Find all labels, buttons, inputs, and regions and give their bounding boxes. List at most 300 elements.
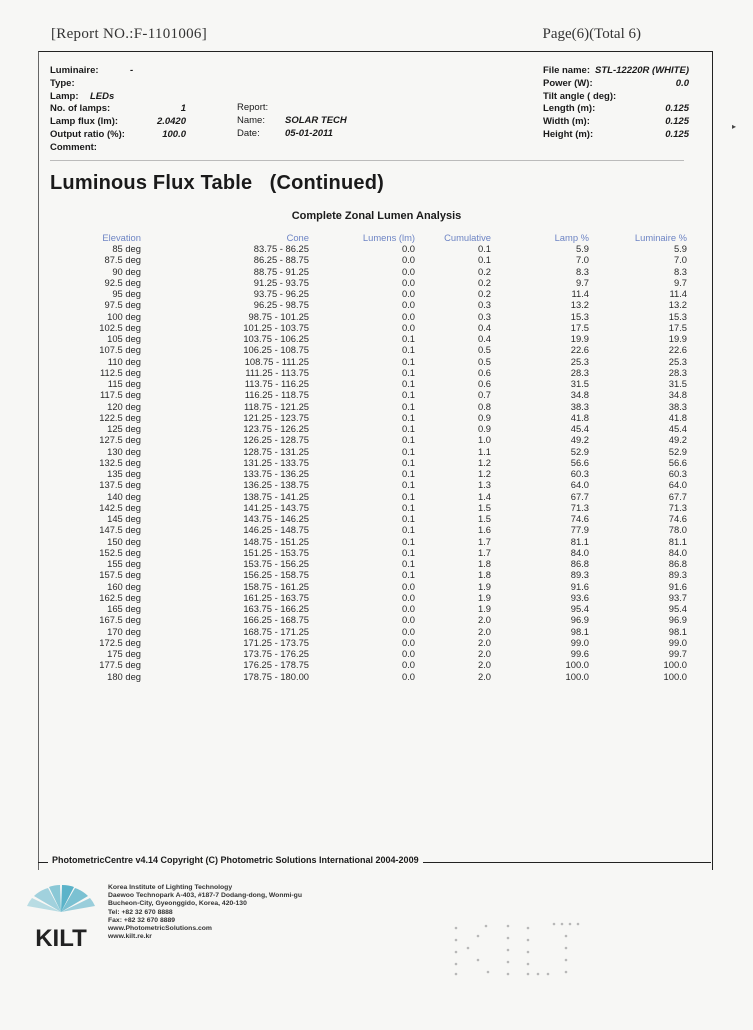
cell-cone: 118.75 - 121.25 [244,400,309,412]
table-row [70,524,687,535]
cell-elevation: 90 deg [112,265,141,277]
cell-cone: 91.25 - 93.75 [253,276,309,288]
lamp-flux-value: 2.0420 [156,116,186,128]
cell-cumulative: 1.1 [477,445,491,457]
header-cumulative: Cumulative [444,232,491,243]
cell-elevation: 125 deg [107,423,141,434]
cell-lamp-percent: 5.9 [575,243,589,254]
table-row [70,468,687,479]
table-row [70,333,687,344]
table-row [70,547,687,558]
cell-lumens: 0.0 [401,648,415,659]
cell-lamp-percent: 74.6 [570,513,589,524]
lamp-flux-label: Lamp flux (lm): [50,116,119,128]
cell-cumulative: 0.1 [477,254,491,266]
cell-cone: 106.25 - 108.75 [243,344,309,356]
cell-cumulative: 2.0 [477,614,491,626]
cell-elevation: 95 deg [112,288,141,299]
cell-elevation: 142.5 deg [99,501,141,513]
cell-cone: 136.25 - 138.75 [243,479,309,491]
cell-elevation: 97.5 deg [104,299,141,311]
cell-lamp-percent: 64.0 [570,479,589,491]
cell-lamp-percent: 11.4 [571,288,589,299]
cell-lamp-percent: 96.9 [570,614,589,626]
tilt-label: Tilt angle ( deg): [543,90,617,102]
cell-luminaire-percent: 17.5 [668,321,687,333]
comment-label: Comment: [50,141,97,153]
cell-lumens: 0.1 [401,535,415,547]
date-value: 05-01-2011 [285,127,333,139]
cell-luminaire-percent: 8.3 [673,265,687,277]
cell-lamp-percent: 89.3 [570,569,589,581]
cell-lumens: 0.1 [401,411,415,423]
cell-luminaire-percent: 34.8 [668,389,687,401]
dotted-watermark [448,918,588,980]
length-label: Length (m): [543,103,596,115]
no-lamps-label: No. of lamps: [50,103,111,115]
lamp-value: LEDs [90,90,115,102]
org-website-2: www.kilt.re.kr [108,933,152,941]
cell-lamp-percent: 52.9 [570,445,589,457]
cell-lumens: 0.0 [401,276,415,288]
table-row [70,378,687,389]
cell-cone: 143.75 - 146.25 [243,513,309,524]
cell-elevation: 100 deg [107,310,141,322]
cell-cumulative: 1.0 [477,434,491,446]
cell-cone: 83.75 - 86.25 [253,243,309,254]
margin-mark: ▸ [732,122,737,131]
org-name: Korea Institute of Lighting Technology [108,884,233,891]
cell-cone: 98.75 - 101.25 [248,310,309,322]
cell-lamp-percent: 25.3 [570,355,589,367]
height-value: 0.125 [665,128,689,140]
cell-elevation: 102.5 deg [99,321,141,333]
cell-elevation: 137.5 deg [99,479,141,491]
cell-cone: 96.25 - 98.75 [253,299,309,311]
cell-cumulative: 0.6 [477,378,491,389]
cell-luminaire-percent: 93.7 [668,591,687,603]
organization-address [108,884,302,941]
header-luminaire-percent: Luminaire % [634,232,687,243]
cell-elevation: 180 deg [107,670,141,682]
cell-lamp-percent: 45.4 [570,423,589,434]
table-row [70,367,687,378]
cell-cone: 146.25 - 148.75 [243,524,309,536]
cell-lamp-percent: 17.5 [570,321,589,333]
cell-lumens: 0.0 [401,299,415,311]
cell-cone: 86.25 - 88.75 [253,254,309,266]
table-row [70,344,687,355]
height-label: Height (m): [543,128,594,140]
cell-luminaire-percent: 31.5 [668,378,687,389]
cell-cumulative: 1.2 [477,456,491,468]
cell-lumens: 0.0 [401,636,415,648]
table-row [70,434,687,445]
footer-credit: PhotometricCentre v4.14 Copyright (C) Photometric Solutions International 2004-2009 [48,855,423,865]
table-row [70,502,687,513]
cell-lumens: 0.1 [401,333,415,344]
table-row [70,457,687,468]
cell-lamp-percent: 22.6 [570,344,589,356]
cell-lumens: 0.0 [401,265,415,277]
file-name-value: STL-12220R (WHITE) [595,65,689,76]
cell-cone: 116.25 - 118.75 [244,389,309,401]
cell-lamp-percent: 19.9 [570,333,589,344]
cell-cone: 163.75 - 166.25 [243,603,309,614]
cell-lumens: 0.0 [401,670,415,682]
cell-cone: 121.25 - 123.75 [243,411,309,423]
cell-lumens: 0.1 [401,546,415,558]
cell-cone: 156.25 - 158.75 [243,569,309,581]
org-tel: Tel: +82 32 670 8888 [108,908,173,916]
table-row [70,254,687,265]
table-row [70,659,687,670]
cell-elevation: 162.5 deg [99,591,141,603]
cell-lamp-percent: 84.0 [570,546,589,558]
separator [50,160,684,161]
cell-luminaire-percent: 22.6 [668,344,687,356]
cell-luminaire-percent: 91.6 [668,580,687,592]
table-row [70,592,687,603]
cell-lumens: 0.1 [401,366,415,378]
cell-luminaire-percent: 100.0 [663,670,687,682]
cell-lamp-percent: 71.3 [570,501,589,513]
cell-lamp-percent: 99.0 [570,636,589,648]
cell-lumens: 0.1 [401,378,415,389]
cell-cumulative: 1.9 [477,591,491,603]
cell-cone: 138.75 - 141.25 [243,490,309,502]
cell-lumens: 0.1 [401,569,415,581]
dimension-info [543,65,689,142]
cell-lumens: 0.1 [401,501,415,513]
cell-elevation: 165 deg [107,603,141,614]
cell-lumens: 0.1 [401,513,415,524]
cell-cumulative: 1.8 [477,558,491,569]
header-cone: Cone [286,232,309,243]
cell-lamp-percent: 60.3 [570,468,589,479]
table-row [70,637,687,648]
cell-elevation: 160 deg [107,580,141,592]
cell-cone: 108.75 - 111.25 [244,355,309,367]
cell-elevation: 85 deg [112,243,141,254]
luminaire-value: - [130,65,134,76]
cell-cone: 176.25 - 178.75 [243,659,309,671]
cell-luminaire-percent: 81.1 [668,535,687,547]
cell-cumulative: 0.5 [477,355,491,367]
cell-luminaire-percent: 74.6 [668,513,687,524]
cell-lumens: 0.1 [401,400,415,412]
cell-lamp-percent: 67.7 [570,490,589,502]
name-label: Name: [237,114,265,126]
cell-cone: 151.25 - 153.75 [243,546,309,558]
cell-lamp-percent: 99.6 [570,648,589,659]
cell-cumulative: 1.9 [477,603,491,614]
cell-luminaire-percent: 5.9 [673,243,687,254]
cell-elevation: 147.5 deg [99,524,141,536]
cell-lamp-percent: 28.3 [570,366,589,378]
zonal-lumen-table [70,232,687,682]
cell-lumens: 0.1 [401,558,415,569]
cell-elevation: 177.5 deg [99,659,141,671]
length-value: 0.125 [665,103,689,115]
cell-cone: 128.75 - 131.25 [243,445,309,457]
cell-lamp-percent: 93.6 [570,591,589,603]
no-lamps-value: 1 [180,103,186,115]
cell-elevation: 170 deg [107,625,141,637]
cell-cone: 103.75 - 106.25 [243,333,309,344]
table-row [70,412,687,423]
table-row [70,423,687,434]
cell-elevation: 157.5 deg [99,569,141,581]
date-label: Date: [237,127,260,139]
cell-lamp-percent: 9.7 [575,276,589,288]
cell-elevation: 145 deg [107,513,141,524]
table-row [70,401,687,412]
cell-cone: 93.75 - 96.25 [253,288,309,299]
cell-lamp-percent: 100.0 [565,659,589,671]
cell-lamp-percent: 41.8 [570,411,589,423]
cell-cumulative: 0.3 [477,310,491,322]
cell-cone: 153.75 - 156.25 [243,558,309,569]
header-lamp-percent: Lamp % [554,232,589,243]
luminaire-label: Luminaire: [50,65,99,76]
cell-cumulative: 0.2 [477,288,491,299]
cell-cumulative: 1.2 [477,468,491,479]
cell-lumens: 0.0 [401,591,415,603]
cell-cone: 113.75 - 116.25 [244,378,309,389]
cell-lamp-percent: 95.4 [570,603,589,614]
cell-luminaire-percent: 9.7 [673,276,687,288]
cell-cone: 168.75 - 171.25 [243,625,309,637]
cell-luminaire-percent: 11.4 [669,288,687,299]
cell-luminaire-percent: 60.3 [668,468,687,479]
cell-cumulative: 2.0 [477,648,491,659]
cell-lumens: 0.1 [401,423,415,434]
cell-cumulative: 2.0 [477,659,491,671]
output-ratio-value: 100.0 [162,128,186,140]
cell-luminaire-percent: 100.0 [663,659,687,671]
table-row [70,614,687,625]
cell-luminaire-percent: 41.8 [668,411,687,423]
table-row [70,569,687,580]
cell-cumulative: 1.5 [477,513,491,524]
output-ratio-label: Output ratio (%): [50,128,125,140]
cell-lumens: 0.0 [401,659,415,671]
cell-lamp-percent: 100.0 [565,670,589,682]
cell-luminaire-percent: 7.0 [673,254,687,266]
cell-cumulative: 0.9 [477,411,491,423]
cell-cone: 101.25 - 103.75 [243,321,309,333]
org-address-line-1: Daewoo Technopark A-403, #187-7 Dodang-dong, Wonmi-gu [108,892,302,900]
cell-cumulative: 1.7 [477,535,491,547]
cell-cumulative: 2.0 [477,625,491,637]
cell-lumens: 0.0 [401,243,415,254]
type-label: Type: [50,77,75,89]
table-row [70,322,687,333]
cell-cone: 123.75 - 126.25 [243,423,309,434]
cell-cone: 126.25 - 128.75 [243,434,309,446]
luminaire-info [50,65,200,155]
cell-lumens: 0.1 [401,344,415,356]
cell-cumulative: 1.7 [477,546,491,558]
cell-luminaire-percent: 19.9 [668,333,687,344]
cell-lumens: 0.1 [401,434,415,446]
cell-luminaire-percent: 84.0 [668,546,687,558]
cell-lamp-percent: 77.9 [570,524,589,536]
cell-cone: 133.75 - 136.25 [243,468,309,479]
table-row [70,266,687,277]
cell-lumens: 0.0 [401,603,415,614]
table-row [70,581,687,592]
cell-lumens: 0.0 [401,288,415,299]
cell-lamp-percent: 49.2 [570,434,589,446]
cell-cumulative: 0.5 [477,344,491,356]
cell-elevation: 110 deg [107,355,141,367]
cell-lumens: 0.0 [401,625,415,637]
cell-cumulative: 0.6 [477,366,491,378]
file-name-label: File name: [543,65,590,76]
table-header-row [70,232,687,243]
cell-cone: 131.25 - 133.75 [243,456,309,468]
cell-luminaire-percent: 15.3 [668,310,687,322]
cell-elevation: 140 deg [107,490,141,502]
cell-lumens: 0.0 [401,614,415,626]
cell-lumens: 0.0 [401,310,415,322]
cell-elevation: 105 deg [107,333,141,344]
cell-elevation: 115 deg [107,378,141,389]
cell-luminaire-percent: 98.1 [668,625,687,637]
cell-cumulative: 2.0 [477,670,491,682]
cell-cone: 148.75 - 151.25 [243,535,309,547]
cell-luminaire-percent: 49.2 [668,434,687,446]
cell-cone: 178.75 - 180.00 [243,670,309,682]
table-row [70,491,687,502]
report-info [237,102,347,140]
cell-lamp-percent: 13.2 [570,299,589,311]
cell-lumens: 0.1 [401,479,415,491]
cell-cumulative: 1.5 [477,501,491,513]
cell-lumens: 0.0 [401,321,415,333]
logo-text: KILT [35,925,87,952]
cell-cumulative: 0.3 [477,299,491,311]
table-row [70,558,687,569]
cell-elevation: 150 deg [107,535,141,547]
cell-luminaire-percent: 64.0 [668,479,687,491]
cell-cone: 166.25 - 168.75 [243,614,309,626]
cell-lamp-percent: 56.6 [570,456,589,468]
cell-cone: 141.25 - 143.75 [243,501,309,513]
header-lumens: Lumens (lm) [362,232,415,243]
cell-luminaire-percent: 38.3 [668,400,687,412]
cell-elevation: 175 deg [107,648,141,659]
cell-luminaire-percent: 99.0 [668,636,687,648]
cell-elevation: 135 deg [107,468,141,479]
cell-elevation: 132.5 deg [99,456,141,468]
cell-cumulative: 1.8 [477,569,491,581]
table-row [70,389,687,400]
cell-cone: 171.25 - 173.75 [243,636,309,648]
cell-lumens: 0.1 [401,389,415,401]
cell-lamp-percent: 31.5 [570,378,589,389]
cell-cone: 158.75 - 161.25 [243,580,309,592]
table-row [70,356,687,367]
kilt-fan-logo-icon [22,882,100,952]
cell-lumens: 0.1 [401,456,415,468]
table-row [70,243,687,254]
table-row [70,277,687,288]
table-row [70,311,687,322]
name-value: SOLAR TECH [285,114,347,126]
cell-luminaire-percent: 89.3 [668,569,687,581]
table-row [70,648,687,659]
cell-lumens: 0.1 [401,524,415,536]
cell-cumulative: 1.9 [477,580,491,592]
cell-cone: 111.25 - 113.75 [245,366,309,378]
cell-luminaire-percent: 67.7 [668,490,687,502]
cell-lamp-percent: 38.3 [570,400,589,412]
cell-lumens: 0.1 [401,445,415,457]
cell-elevation: 127.5 deg [99,434,141,446]
cell-lamp-percent: 7.0 [575,254,589,266]
cell-elevation: 152.5 deg [99,546,141,558]
cell-cumulative: 0.7 [477,389,491,401]
cell-luminaire-percent: 28.3 [668,366,687,378]
cell-luminaire-percent: 99.7 [668,648,687,659]
cell-elevation: 107.5 deg [99,344,141,356]
table-row [70,513,687,524]
table-body [70,243,687,682]
cell-luminaire-percent: 56.6 [668,456,687,468]
width-label: Width (m): [543,116,590,128]
org-website-1: www.PhotometricSolutions.com [108,925,212,933]
report-label: Report: [237,102,269,113]
cell-cone: 88.75 - 91.25 [253,265,309,277]
cell-cumulative: 0.1 [477,243,491,254]
table-row [70,479,687,490]
cell-elevation: 167.5 deg [99,614,141,626]
page-number: Page(6)(Total 6) [542,26,641,42]
cell-lamp-percent: 91.6 [570,580,589,592]
table-row [70,671,687,682]
cell-elevation: 155 deg [107,558,141,569]
cell-elevation: 87.5 deg [104,254,141,266]
table-row [70,446,687,457]
table-row [70,299,687,310]
cell-luminaire-percent: 13.2 [668,299,687,311]
table-row [70,288,687,299]
width-value: 0.125 [665,116,689,128]
cell-lamp-percent: 81.1 [570,535,589,547]
cell-cumulative: 0.8 [477,400,491,412]
lamp-label: Lamp: [50,90,79,102]
cell-luminaire-percent: 71.3 [668,501,687,513]
cell-elevation: 92.5 deg [104,276,141,288]
cell-cumulative: 0.2 [477,276,491,288]
cell-elevation: 112.5 deg [99,366,141,378]
cell-cumulative: 1.4 [477,490,491,502]
cell-luminaire-percent: 78.0 [668,524,687,536]
report-number: [Report NO.:F-1101006] [51,26,208,42]
cell-lamp-percent: 34.8 [570,389,589,401]
cell-luminaire-percent: 45.4 [668,423,687,434]
cell-cumulative: 0.9 [477,423,491,434]
cell-lumens: 0.0 [401,580,415,592]
cell-elevation: 120 deg [107,400,141,412]
cell-cumulative: 1.6 [477,524,491,536]
cell-luminaire-percent: 86.8 [668,558,687,569]
power-label: Power (W): [543,77,593,89]
cell-luminaire-percent: 52.9 [668,445,687,457]
